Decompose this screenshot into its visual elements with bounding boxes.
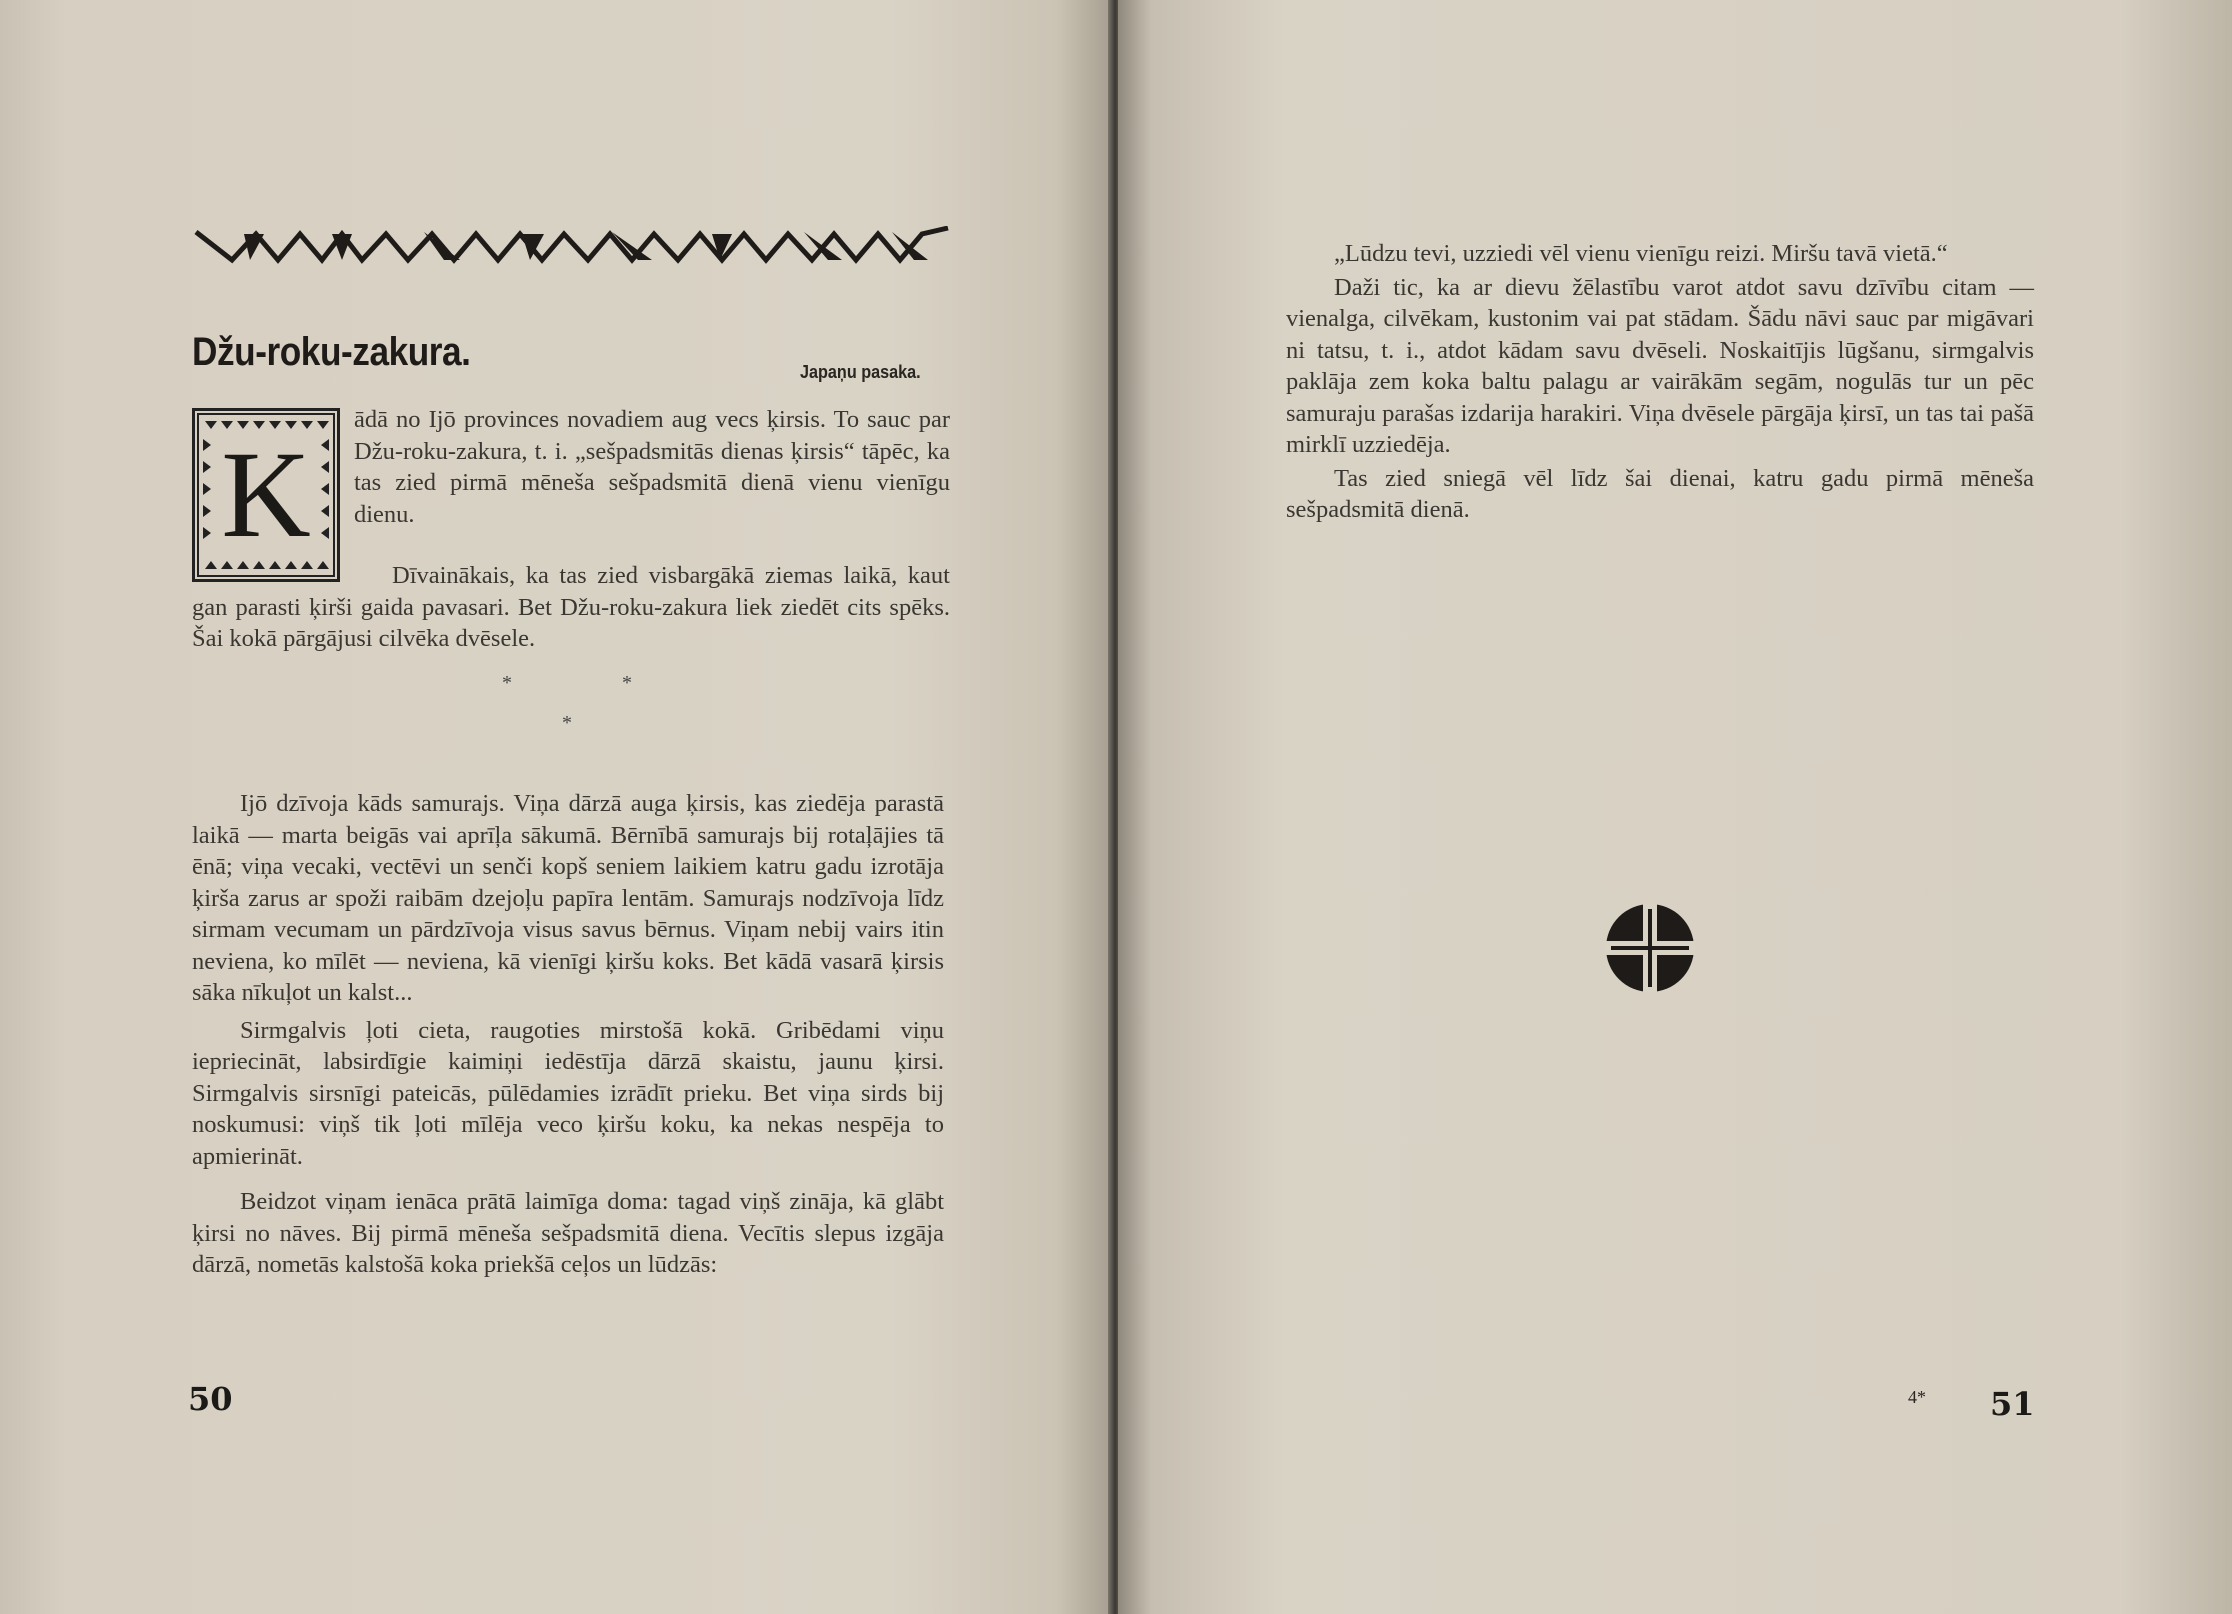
drop-cap-frame bbox=[192, 408, 340, 582]
separator-star: * bbox=[562, 712, 572, 734]
paragraph: Daži tic, ka ar dievu žēlastību varot atdot savu dzīvību citam — vienalga, cilvēkam, kustonim vai pat stādam. Šādu nāvi sauc par migāvari ni tatsu, t. i., atdot kādam savu dvēseli. Noskaitījis lūgšanu, sirmgalvis paklāja zem koka baltu palagu ar vairākām segām, nogulās tur un pēc samuraju parašas izdarija harakiri. Viņa dvēsele pārgāja ķirsī, un tas tai pašā mirklī uzziedēja. bbox=[1286, 273, 2034, 458]
cross-circle-emblem-icon bbox=[1605, 903, 1695, 993]
paragraph: Sirmgalvis ļoti cieta, raugoties mirstošā kokā. Gribēdami viņu iepriecināt, labsirdīgie kaimiņi iedēstīja dārzā skaistu, jaunu ķirsi. Sirmgalvis sirsnīgi pateicās, pūlēdamies izrādīt prieku. Bet viņa sirds bij noskumusi: viņš tik ļoti mīlēja veco ķiršu koku, ka nekas nespēja to apmierināt. bbox=[192, 1016, 944, 1170]
separator-star: * bbox=[502, 672, 512, 694]
paragraph: Ijō dzīvoja kāds samurajs. Viņa dārzā auga ķirsis, kas ziedēja parastā laikā — marta beigās vai aprīļa sākumā. Bērnībā samurajs bij rotaļājies tā ēnā; viņa vecaki, vectēvi un senči kopš seniem laikiem katru gadu izrotāja ķirša zarus ar spoži raibām dzejoļu papīra lentām. Samurajs nodzīvoja līdz sirmam vecumam un pārdzīvoja visus savus bērnus. Viņam nebij vairs itin neviena, ko mīlēt — neviena, kā vienīgi ķiršu koks. Bet kādā vasarā ķirsis sāka nīkuļot un kalst... bbox=[192, 790, 944, 1006]
story-title: Džu-roku-zakura. bbox=[192, 330, 471, 374]
section-separator bbox=[192, 672, 950, 732]
paragraph: „Lūdzu tevi, uzziedi vēl vienu vienīgu reizi. Miršu tavā vietā.“ bbox=[1334, 240, 1948, 267]
drop-cap-letter: K bbox=[221, 426, 311, 563]
separator-star: * bbox=[622, 672, 632, 694]
paragraph: Beidzot viņam ienāca prātā laimīga doma: tagad viņš zināja, kā glābt ķirsi no nāves. Bij pirmā mēneša sešpadsmitā diena. Vecītis slepus izgāja dārzā, nometās kalstošā koka priekšā ceļos un lūdzās: bbox=[192, 1188, 944, 1278]
opening-paragraph-start: ādā no Ijō provinces novadiem aug vecs ķirsis. To sauc par Džu-roku-zakura, t. i. „sešpadsmitās dienas ķirsis“ tāpēc, ka tas zied pirmā mēneša sešpadsmitā dienā vienu vienīgu dienu. bbox=[354, 406, 950, 528]
page-number-right: 51 bbox=[1990, 1385, 2035, 1423]
zigzag-ornament bbox=[192, 226, 952, 266]
opening-paragraph-continuation: Dīvainākais, ka tas zied visbargākā ziemas laikā, kaut gan parasti ķirši gaida pavasari. Bet Džu-roku-zakura liek ziedēt cits spēks. Šai kokā pārgājusi cilvēka dvēsele. bbox=[192, 562, 950, 652]
page-number-left: 50 bbox=[188, 1380, 233, 1418]
left-page bbox=[0, 0, 1112, 1614]
left-body-text bbox=[192, 788, 944, 1281]
paragraph: Tas zied sniegā vēl līdz šai dienai, katru gadu pirmā mēneša sešpadsmitā dienā. bbox=[1286, 464, 2034, 523]
story-subtitle: Japaņu pasaka. bbox=[800, 362, 921, 382]
signature-mark: 4* bbox=[1908, 1387, 1926, 1407]
right-body-text bbox=[1286, 238, 2034, 526]
